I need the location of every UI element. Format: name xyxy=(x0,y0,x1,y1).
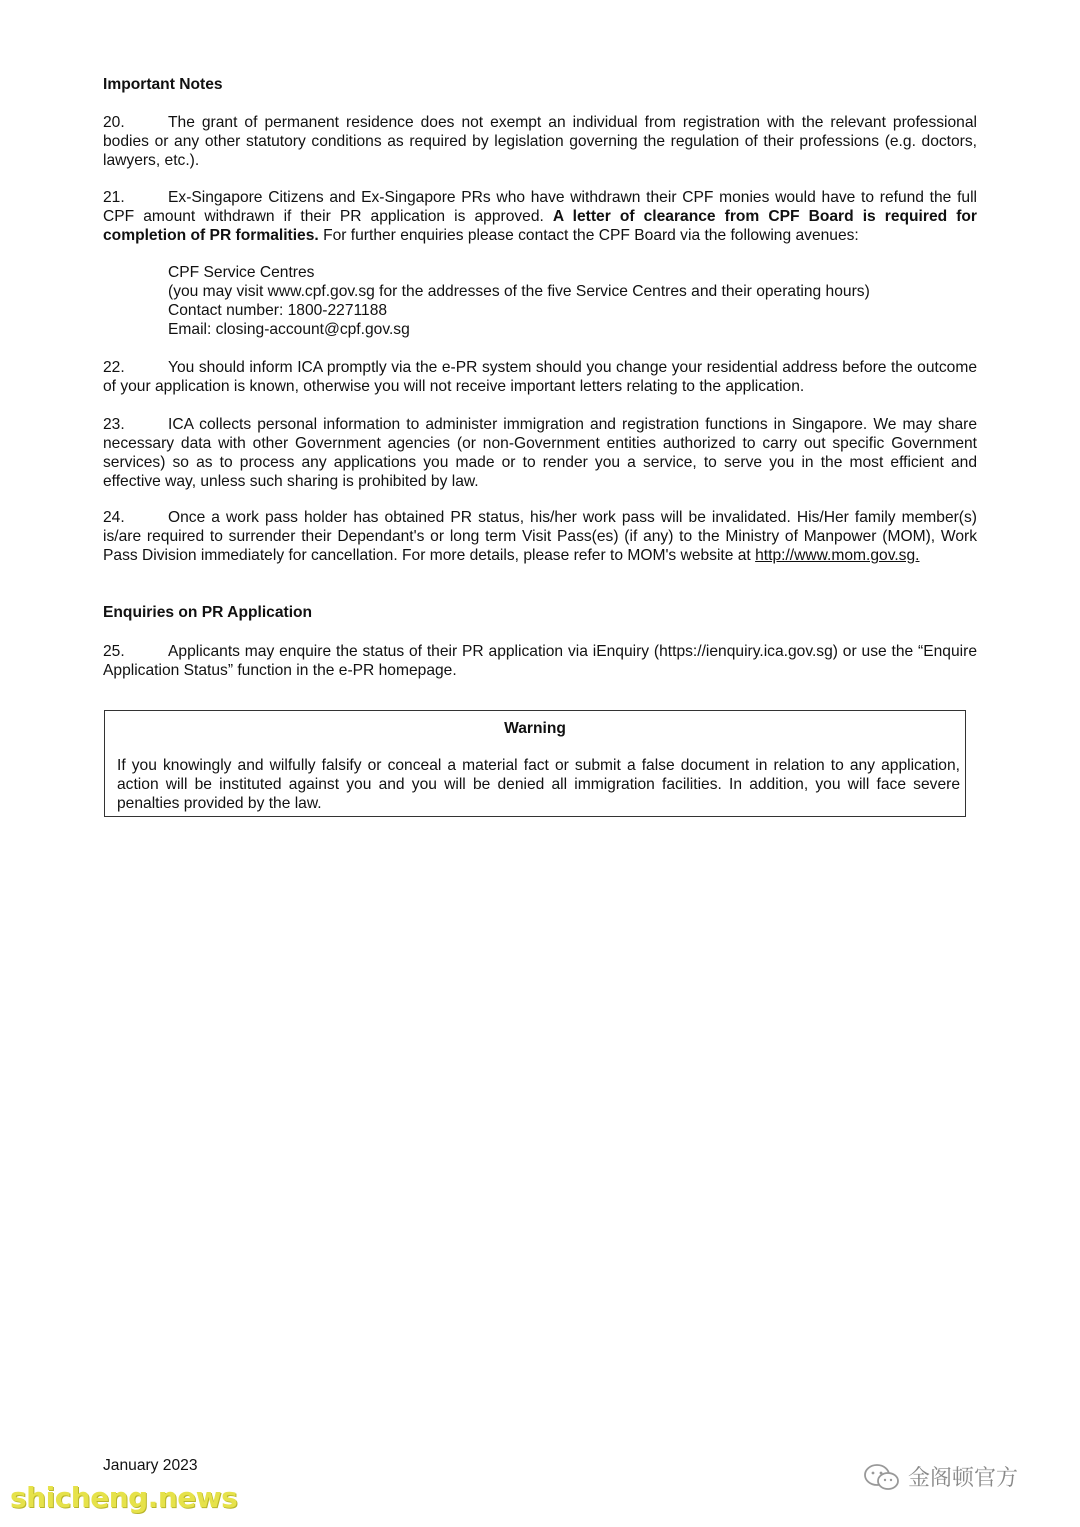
cpf-contact-number: Contact number: 1800-2271188 xyxy=(168,302,388,319)
important-notes-heading: Important Notes xyxy=(103,76,223,93)
paragraph-number: 20. xyxy=(103,114,125,131)
paragraph-number: 24. xyxy=(103,509,125,526)
paragraph-23 xyxy=(103,415,977,491)
mom-website-link[interactable]: http://www.mom.gov.sg. xyxy=(755,547,920,564)
paragraph-21 xyxy=(103,188,977,245)
paragraph-text: You should inform ICA promptly via the e-PR system should you change your residential address before the outcome of your application is known, otherwise you will not receive important letters relating to the application. xyxy=(103,359,977,395)
cpf-website-note: (you may visit www.cpf.gov.sg for the addresses of the five Service Centres and their operating hours) xyxy=(168,283,870,300)
account-name: 金阁顿官方 xyxy=(908,1465,1019,1491)
paragraph-number: 23. xyxy=(103,416,125,433)
cpf-service-centres: CPF Service Centres xyxy=(168,264,315,281)
paragraph-24 xyxy=(103,508,977,565)
paragraph-text: The grant of permanent residence does not exempt an individual from registration with the relevant professional bodies or any other statutory conditions as required by legislation governing the regulation of their professions (e.g. doctors, lawyers, etc.). xyxy=(103,114,977,169)
paragraph-bold-text: A letter of clearance from CPF Board is required for completion of PR formalities. xyxy=(103,208,977,244)
paragraph-number: 25. xyxy=(103,643,125,660)
paragraph-number: 21. xyxy=(103,189,125,206)
account-watermark xyxy=(862,1462,1018,1494)
warning-box xyxy=(104,710,966,817)
paragraph-text: Ex-Singapore Citizens and Ex-Singapore PRs who have withdrawn their CPF monies would have to refund the full CPF amount withdrawn if their PR application is approved. xyxy=(103,189,977,225)
paragraph-number: 22. xyxy=(103,359,125,376)
paragraph-20 xyxy=(103,113,977,170)
enquiries-heading: Enquiries on PR Application xyxy=(103,604,313,621)
paragraph-text: ICA collects personal information to administer immigration and registration functions in Singapore. We may share necessary data with other Government agencies (or non-Government entities authorized to carry out specific Government services) so as to process any applications you made or to render you a service, to serve you in the most efficient and effective way, unless such sharing is prohibited by law. xyxy=(103,416,977,490)
cpf-email: Email: closing-account@cpf.gov.sg xyxy=(168,321,410,338)
paragraph-text: Once a work pass holder has obtained PR status, his/her work pass will be invalidated. His/Her family member(s) is/are required to surrender their Dependant's or long term Visit Pass(es) (if any) to the Ministry of Manpower (MOM), Work Pass Division immediately for cancellation. For more details, please refer to MOM's website at xyxy=(103,509,977,564)
paragraph-text: Applicants may enquire the status of their PR application via iEnquiry (https://ienquiry.ica.gov.sg) or use the “Enquire Application Status” function in the e-PR homepage. xyxy=(103,643,977,679)
paragraph-25 xyxy=(103,642,977,680)
footer-date: January 2023 xyxy=(103,1457,198,1474)
cpf-contact-block xyxy=(168,263,977,339)
wechat-icon xyxy=(862,1462,902,1494)
paragraph-text: For further enquiries please contact the CPF Board via the following avenues: xyxy=(318,227,859,244)
paragraph-22 xyxy=(103,358,977,396)
warning-text: If you knowingly and wilfully falsify or conceal a material fact or submit a false document in relation to any application, action will be instituted against you and you will be denied all immigration facilities. In addition, you will face severe penalties provided by the law. xyxy=(117,757,960,812)
site-watermark: shicheng.news xyxy=(10,1481,238,1514)
warning-title: Warning xyxy=(504,720,566,737)
